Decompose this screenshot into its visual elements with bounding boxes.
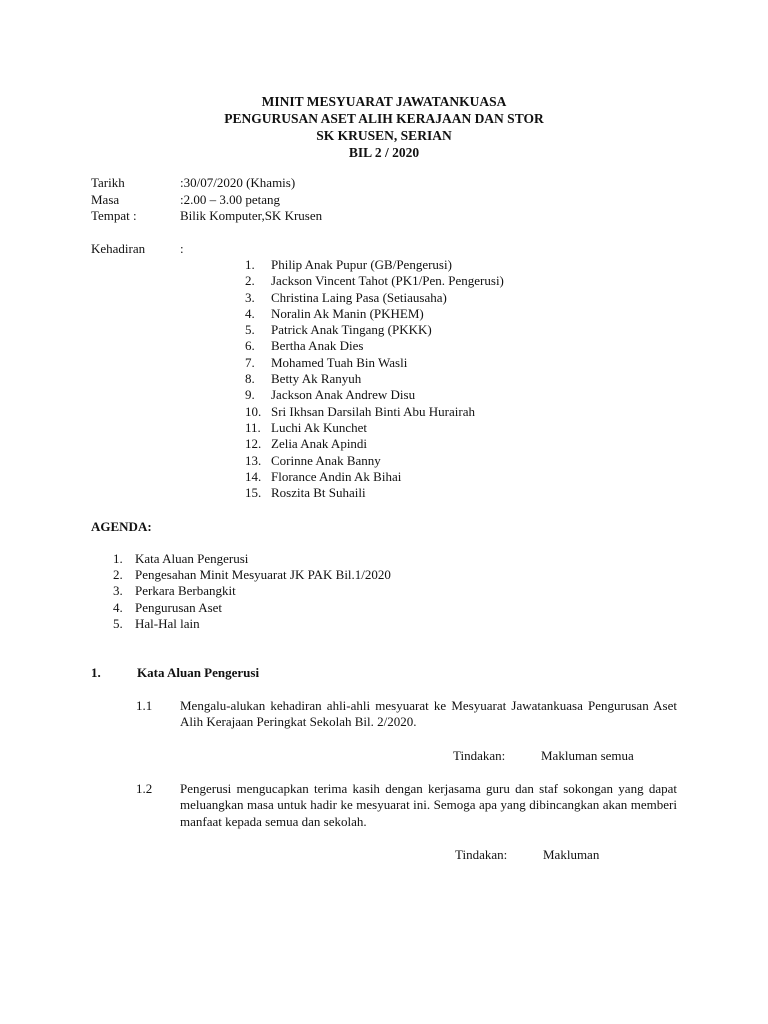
attendee-name: Bertha Anak Dies (271, 338, 364, 354)
attendee-name: Mohamed Tuah Bin Wasli (271, 354, 408, 370)
paragraph-1-1-text: Mengalu-alukan kehadiran ahli-ahli mesyuarat ke Mesyuarat Jawatankuasa Pengurusan Aset Alih Kerajaan Peringkat Sekolah Bil. 2/2020. (180, 698, 677, 730)
action-1-1-value: Makluman semua (541, 748, 634, 763)
paragraph-1-1-number: 1.1 (136, 698, 153, 713)
tarikh-value: :30/07/2020 (Khamis) (180, 175, 296, 190)
action-1-2-value: Makluman (543, 847, 600, 862)
title-line-3: SK KRUSEN, SERIAN (316, 128, 452, 143)
agenda-text: Hal-Hal lain (135, 615, 200, 631)
attendee-number: 7. (245, 354, 255, 370)
attendance-heading (91, 241, 184, 257)
masa-label: Masa (91, 191, 120, 207)
agenda-number: 2. (113, 567, 123, 583)
attendee-name: Sri Ikhsan Darsilah Binti Abu Hurairah (271, 403, 475, 419)
attendee-name: Philip Anak Pupur (GB/Pengerusi) (271, 257, 452, 272)
attendee-name: Christina Laing Pasa (Setiausaha) (271, 289, 447, 305)
attendee-name: Luchi Ak Kunchet (271, 419, 368, 435)
agenda-text: Perkara Berbangkit (135, 583, 236, 599)
attendee-name: Jackson Anak Andrew Disu (271, 387, 416, 403)
section-1-number: 1. (91, 665, 101, 680)
attendee-number: 2. (245, 273, 255, 289)
agenda-number: 3. (113, 583, 123, 599)
attendee-name: Betty Ak Ranyuh (271, 371, 362, 387)
attendee-number: 3. (245, 289, 255, 305)
tempat-label: Tempat : (91, 208, 137, 223)
attendee-name: Patrick Anak Tingang (PKKK) (271, 322, 432, 338)
attendee-name: Noralin Ak Manin (PKHEM) (271, 305, 424, 321)
attendance-colon: : (180, 241, 184, 256)
attendee-number: 14. (245, 468, 262, 484)
attendee-number: 5. (245, 322, 255, 338)
agenda-text: Kata Aluan Pengerusi (135, 551, 249, 566)
agenda-number: 1. (113, 551, 123, 566)
attendee-number: 6. (245, 338, 255, 354)
attendee-name: Roszita Bt Suhaili (271, 485, 366, 501)
attendee-number: 11. (245, 419, 261, 435)
paragraph-1-2-number: 1.2 (136, 781, 153, 796)
section-1-title: Kata Aluan Pengerusi (137, 665, 260, 680)
title-line-4: BIL 2 / 2020 (348, 145, 420, 160)
action-1-1-label: Tindakan: (453, 748, 506, 763)
masa-value: :2.00 – 3.00 petang (180, 191, 281, 207)
attendance-label: Kehadiran (91, 241, 146, 256)
attendee-number: 9. (245, 387, 255, 403)
document-title (0, 93, 768, 161)
agenda-number: 4. (113, 599, 123, 615)
attendee-name: Zelia Anak Apindi (271, 436, 368, 452)
agenda-text: Pengurusan Aset (135, 599, 223, 615)
title-line-2: PENGURUSAN ASET ALIH KERAJAAN DAN STOR (224, 111, 544, 126)
attendee-number: 8. (245, 371, 255, 387)
title-line-1: MINIT MESYUARAT JAWATANKUASA (261, 94, 507, 109)
tarikh-label: Tarikh (91, 175, 125, 190)
agenda-text: Pengesahan Minit Mesyuarat JK PAK Bil.1/2020 (135, 567, 391, 583)
attendee-name: Florance Andin Ak Bihai (271, 468, 402, 484)
attendee-number: 4. (245, 305, 255, 321)
tempat-value: Bilik Komputer,SK Krusen (180, 208, 323, 223)
attendee-number: 13. (245, 452, 262, 468)
attendee-name: Corinne Anak Banny (271, 452, 381, 468)
attendee-number: 15. (245, 485, 262, 501)
paragraph-1-1 (136, 698, 677, 731)
section-1-heading (91, 665, 260, 681)
attendee-number: 10. (245, 403, 262, 419)
agenda-heading: AGENDA: (91, 519, 152, 534)
action-1-2-label: Tindakan: (455, 847, 508, 862)
agenda-number: 5. (113, 615, 123, 631)
attendee-number: 1. (245, 257, 255, 272)
attendee-name: Jackson Vincent Tahot (PK1/Pen. Pengerusi) (271, 273, 504, 289)
attendee-number: 12. (245, 436, 262, 452)
paragraph-1-2-text: Pengerusi mengucapkan terima kasih dengan kerjasama guru dan staf sokongan yang dapat meluangkan masa untuk hadir ke mesyuarat ini. Semoga apa yang dibincangkan akan memberi manfaat kepada semua dan sekolah. (180, 781, 677, 829)
paragraph-1-2 (136, 781, 677, 830)
